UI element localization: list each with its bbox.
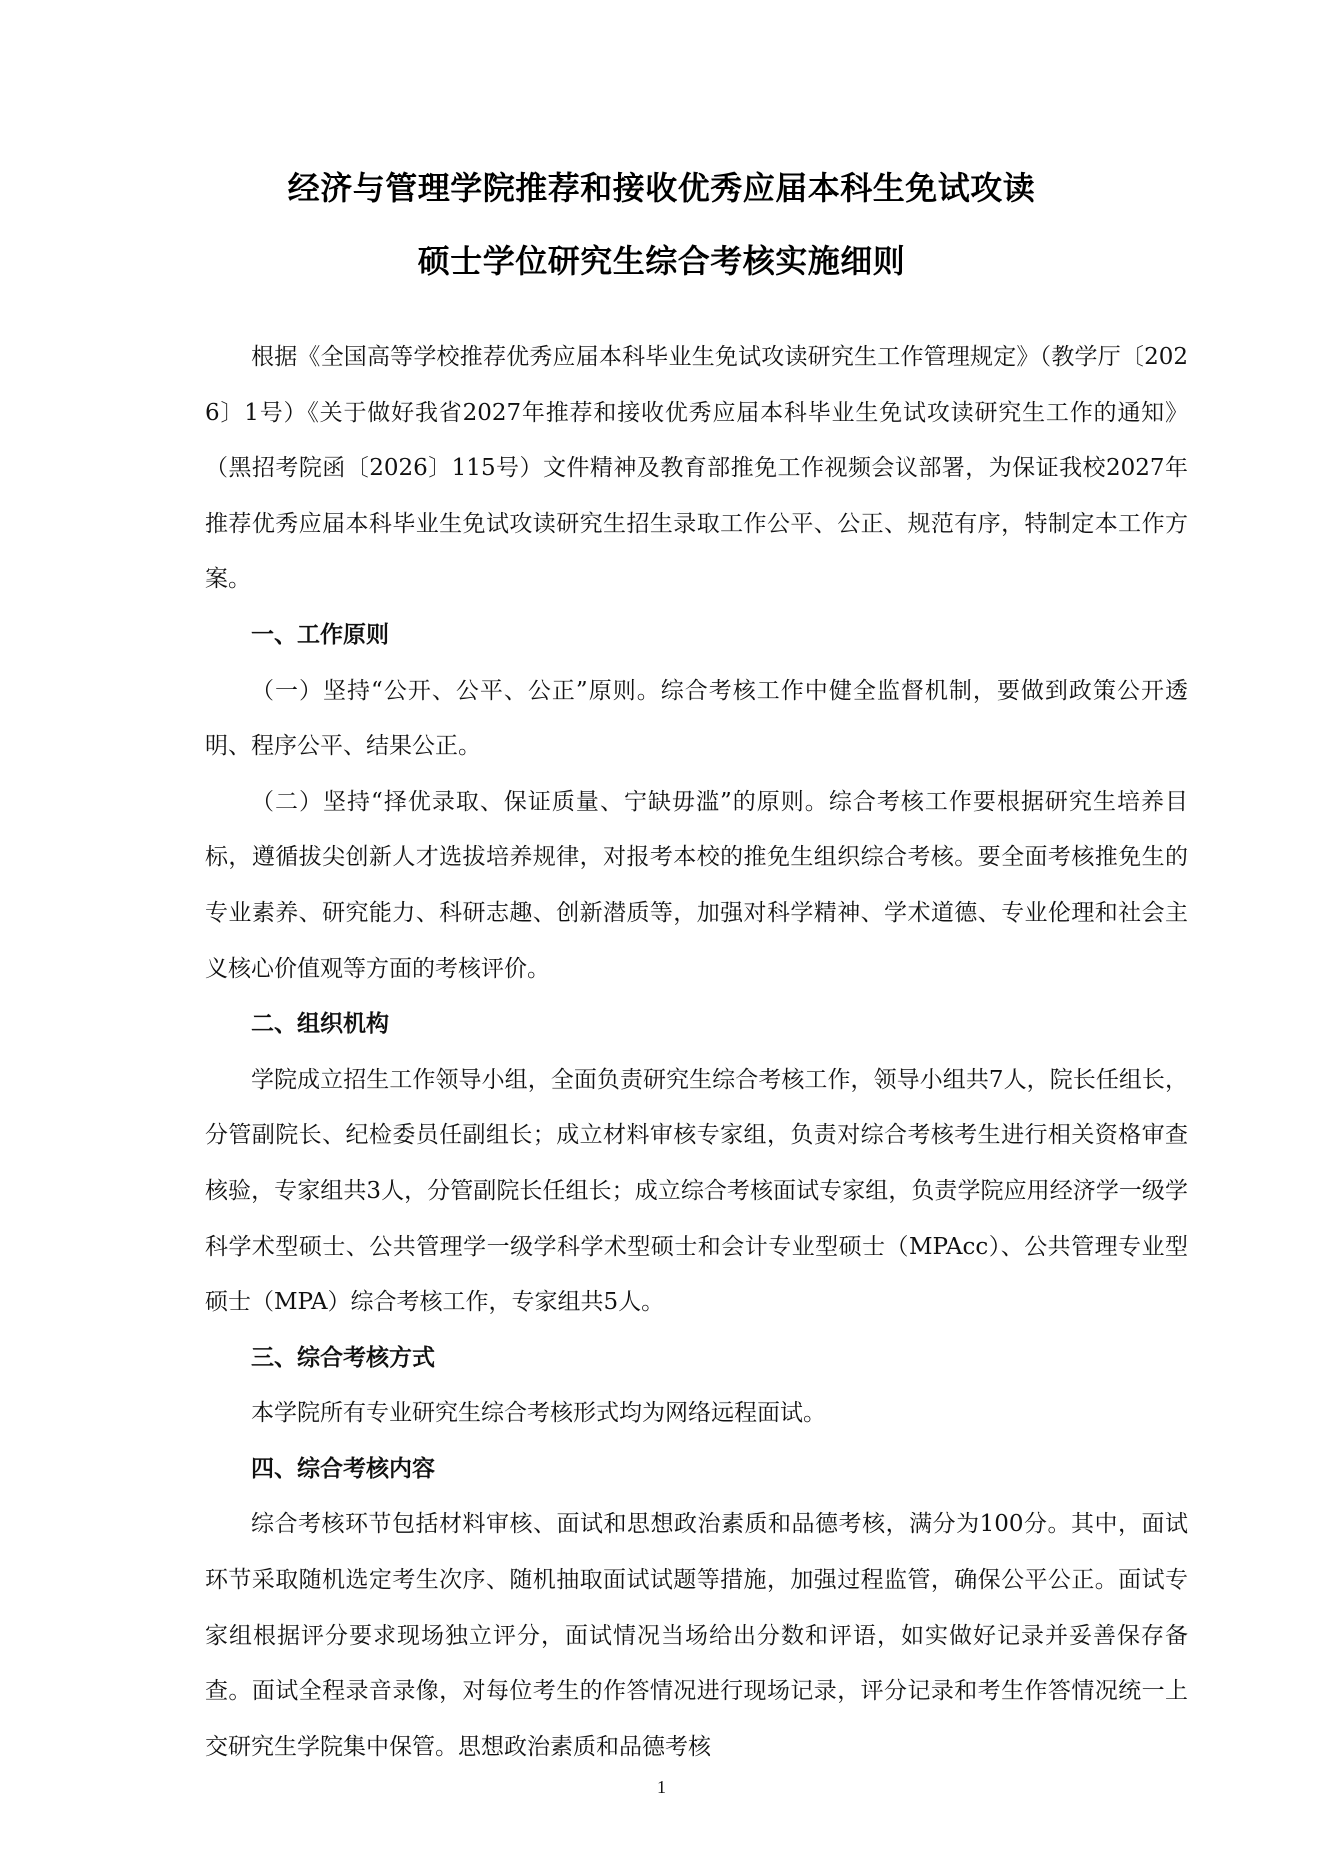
section-heading-content: 四、综合考核内容 [251, 1455, 435, 1482]
section-heading-organization: 二、组织机构 [251, 1011, 389, 1038]
document-title-line-1: 经济与管理学院推荐和接收优秀应届本科生免试攻读 [287, 169, 1036, 207]
content-paragraph: 综合考核环节包括材料审核、面试和思想政治素质和品德考核，满分为100分。其中，面试环节采取随机选定考生次序、随机抽取面试试题等措施，加强过程监管，确保公平公正。面试专家组根据评分要求现场独立评分，面试情况当场给出分数和评语，如实做好记录并妥善保存备查。面试全程录音录像，对每位考生的作答情况进行现场记录，评分记录和考生作答情况统一上交研究生学院集中保管。思想政治素质和品德考核 [205, 1511, 1188, 1760]
principle-paragraph-1: （一）坚持“公开、公平、公正”原则。综合考核工作中健全监督机制，要做到政策公开透明、程序公平、结果公正。 [205, 677, 1188, 760]
organization-paragraph: 学院成立招生工作领导小组，全面负责研究生综合考核工作，领导小组共7人，院长任组长，分管副院长、纪检委员任副组长；成立材料审核专家组，负责对综合考核考生进行相关资格审查核验，专家组共3人，分管副院长任组长；成立综合考核面试专家组，负责学院应用经济学一级学科学术型硕士、公共管理学一级学科学术型硕士和会计专业型硕士（MPAcc）、公共管理专业型硕士（MPA）综合考核工作，专家组共5人。 [205, 1066, 1188, 1316]
section-heading-principles: 一、工作原则 [251, 621, 389, 648]
page-number: 1 [657, 1777, 666, 1797]
intro-paragraph: 根据《全国高等学校推荐优秀应届本科毕业生免试攻读研究生工作管理规定》（教学厅〔2026〕1号）《关于做好我省2027年推荐和接收优秀应届本科毕业生免试攻读研究生工作的通知》（黑招考院函〔2026〕115号）文件精神及教育部推免工作视频会议部署，为保证我校2027年推荐优秀应届本科毕业生免试攻读研究生招生录取工作公平、公正、规范有序，特制定本工作方案。 [205, 344, 1188, 593]
principle-paragraph-2: （二）坚持“择优录取、保证质量、宁缺毋滥”的原则。综合考核工作要根据研究生培养目标，遵循拔尖创新人才选拔培养规律，对报考本校的推免生组织综合考核。要全面考核推免生的专业素养、研究能力、科研志趣、创新潜质等，加强对科学精神、学术道德、专业伦理和社会主义核心价值观等方面的考核评价。 [205, 788, 1188, 982]
document-body [205, 330, 1188, 1775]
document-title-line-2: 硕士学位研究生综合考核实施细则 [417, 242, 906, 280]
method-paragraph: 本学院所有专业研究生综合考核形式均为网络远程面试。 [251, 1400, 826, 1427]
section-heading-method: 三、综合考核方式 [251, 1344, 435, 1371]
